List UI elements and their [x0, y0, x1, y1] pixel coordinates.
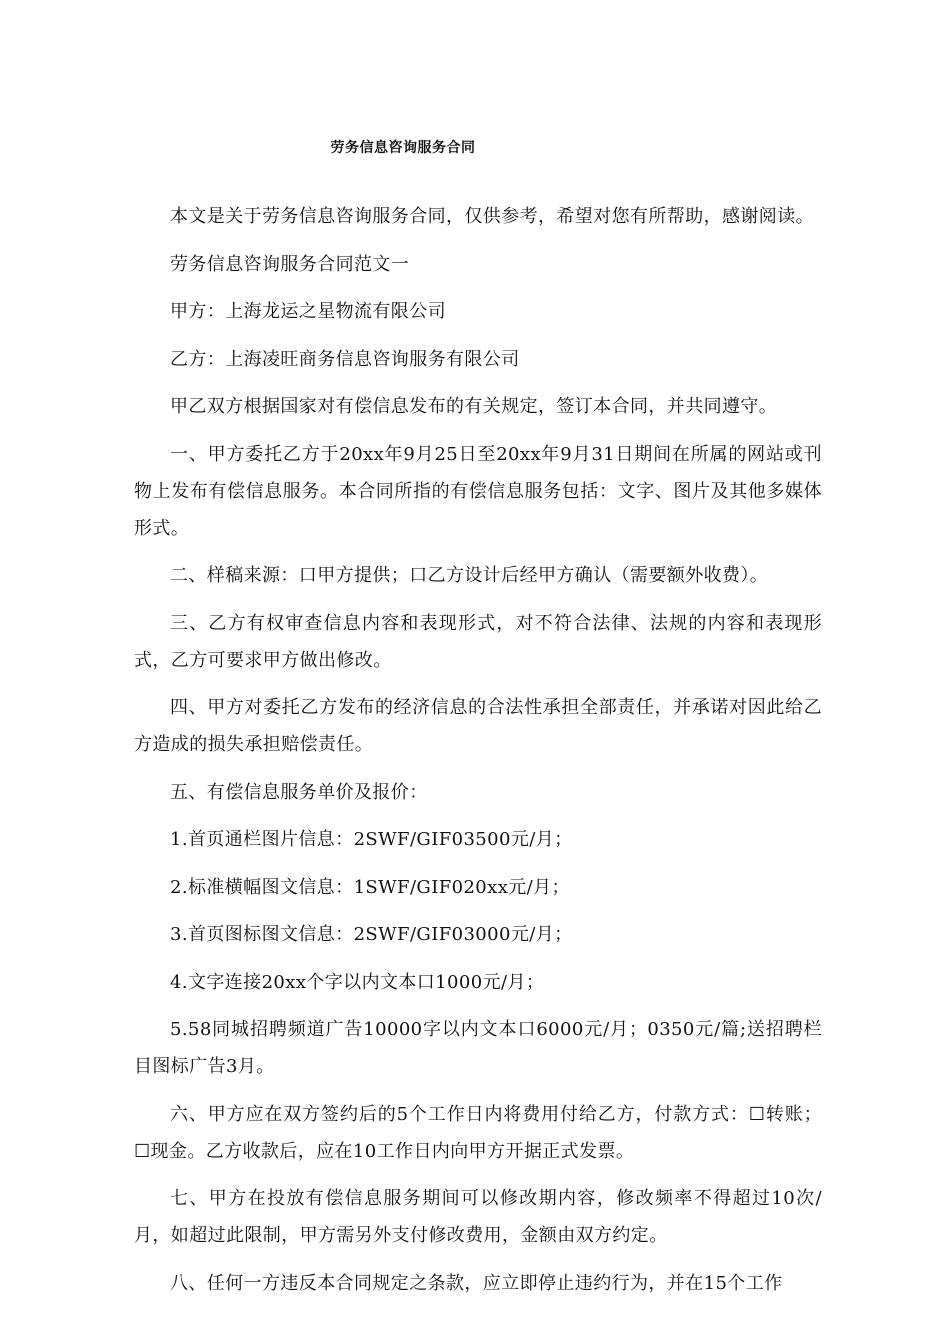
clause-6: 六、甲方应在双方签约后的5个工作日内将费用付给乙方，付款方式：☐转账；☐现金。乙方收款后，应在10工作日内向甲方开据正式发票。 [134, 1103, 822, 1162]
clause-4: 四、甲方对委托乙方发布的经济信息的合法性承担全部责任，并承诺对因此给乙方造成的损失承担赔偿责任。 [134, 697, 822, 755]
intro-paragraph: 本文是关于劳务信息咨询服务合同，仅供参考，希望对您有所帮助，感谢阅读。 [170, 206, 814, 227]
document-body [134, 198, 822, 1302]
clause-7: 七、甲方在投放有偿信息服务期间可以修改期内容，修改频率不得超过10次/月，如超过此限制，甲方需另外支付修改费用，金额由双方约定。 [134, 1188, 822, 1246]
sample-heading: 劳务信息咨询服务合同范文一 [170, 253, 410, 275]
clause-5: 五、有偿信息服务单价及报价： [170, 781, 428, 803]
price-item-1: 1.首页通栏图片信息：2SWF/GIF03500元/月； [170, 829, 573, 850]
agreement-statement: 甲乙双方根据国家对有偿信息发布的有关规定，签订本合同，并共同遵守。 [170, 396, 778, 417]
price-item-2: 2.标准横幅图文信息：1SWF/GIF020xx元/月； [170, 876, 570, 898]
clause-3: 三、乙方有权审查信息内容和表现形式，对不符合法律、法规的内容和表现形式，乙方可要求甲方做出修改。 [134, 612, 822, 671]
party-a: 甲方：上海龙运之星物流有限公司 [170, 301, 446, 322]
price-item-4: 4.文字连接20xx个字以内文本口1000元/月； [170, 971, 545, 993]
price-item-5: 5.58同城招聘频道广告10000字以内文本口6000元/月；0350元/篇;送招聘栏目图标广告3月。 [134, 1019, 822, 1077]
party-b: 乙方：上海凌旺商务信息咨询服务有限公司 [170, 348, 520, 370]
clause-2: 二、样稿来源：口甲方提供；口乙方设计后经甲方确认（需要额外收费）。 [170, 565, 769, 586]
clause-8: 八、任何一方违反本合同规定之条款，应立即停止违约行为，并在15个工作 [170, 1272, 783, 1294]
clause-1: 一、甲方委托乙方于20xx年9月25日至20xx年9月31日期间在所属的网站或刊物上发布有偿信息服务。本合同所指的有偿信息服务包括：文字、图片及其他多媒体形式。 [134, 443, 822, 539]
price-item-3: 3.首页图标图文信息：2SWF/GIF03000元/月； [170, 924, 573, 945]
document-title: 劳务信息咨询服务合同 [330, 140, 476, 156]
